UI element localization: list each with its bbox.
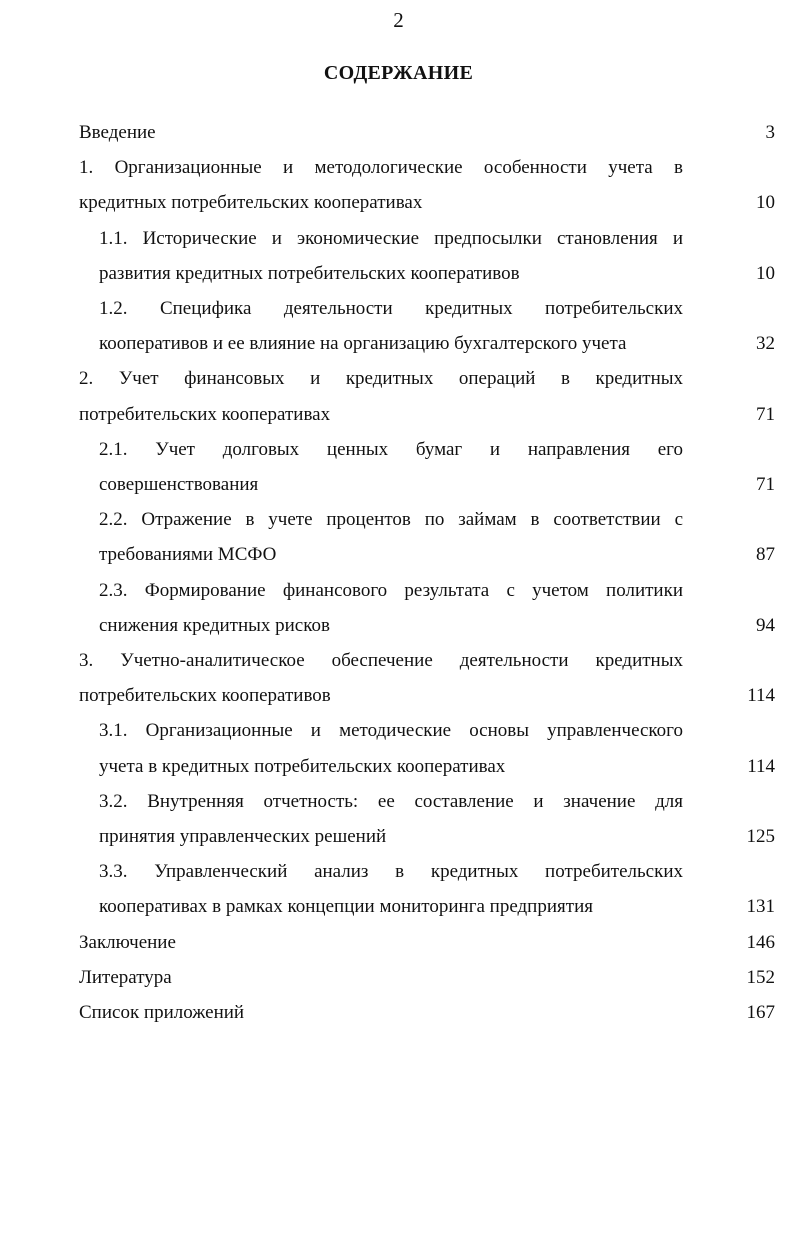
toc-entry-line: кооперативах в рамках концепции мониторинга предприятия [99,896,593,918]
toc-entry-line: 3. Учетно-аналитическое обеспечение деятельности кредитных [79,650,683,671]
toc-page-number: 94 [756,614,775,636]
toc-entry-line: 2. Учет финансовых и кредитных операций в кредитных [79,368,683,390]
toc-page-number: 3 [765,122,775,143]
toc-entry-line: 1. Организационные и методологические особенности учета в [79,157,683,179]
toc-page-number: 167 [746,1002,775,1023]
toc-entry-line: 1.2. Специфика деятельности кредитных потребительских [99,298,683,319]
toc-entry-line: 2.2. Отражение в учете процентов по займам в соответствии с [99,509,683,531]
toc-page-number: 71 [756,474,775,495]
toc-page-number: 152 [746,966,775,988]
toc-entry-line: совершенствования [99,474,259,495]
toc-page-number: 114 [747,755,775,777]
toc-entry-line: 3.2. Внутренняя отчетность: ее составление и значение для [99,790,683,812]
toc-entry-line: Литература [79,966,172,988]
toc-entry-line: потребительских кооперативах [79,403,331,425]
toc-page-number: 131 [746,896,775,918]
toc-entry-line: Введение [79,122,156,143]
toc-entry-line: 3.3. Управленческий анализ в кредитных потребительских [99,861,683,883]
toc-page-number: 10 [756,262,775,284]
toc-page-number: 87 [756,544,775,566]
toc-entry-line: снижения кредитных рисков [99,614,330,636]
toc-entry-line: 1.1. Исторические и экономические предпосылки становления и [99,227,683,249]
toc-page-number: 125 [746,826,775,847]
toc-entry-line: 3.1. Организационные и методические основы управленческого [99,720,683,742]
page-number: 2 [393,8,404,32]
toc-page-number: 71 [756,403,775,425]
toc-entry-line: Список приложений [79,1002,245,1023]
toc-entry-line: 2.1. Учет долговых ценных бумаг и направления его [99,438,683,460]
toc-entry-line: 2.3. Формирование финансового результата с учетом политики [99,579,683,601]
toc-page-number: 10 [756,192,775,214]
toc-entry-line: учета в кредитных потребительских кооперативах [99,755,506,777]
toc-entry-line: развития кредитных потребительских кооперативов [99,262,520,284]
toc-page-number: 114 [747,685,775,707]
toc-entry-line: принятия управленческих решений [99,826,387,847]
page-title: СОДЕРЖАНИЕ [323,62,474,84]
toc-entry-line: кредитных потребительских кооперативах [79,192,423,214]
toc-entry-line: требованиями МСФО [99,544,277,566]
toc-page-number: 146 [746,931,775,953]
toc-page-number: 32 [756,333,775,355]
toc-entry-line: кооперативов и ее влияние на организацию бухгалтерского учета [99,333,627,355]
toc-entry-line: потребительских кооперативов [79,685,331,707]
toc-entry-line: Заключение [79,931,176,953]
